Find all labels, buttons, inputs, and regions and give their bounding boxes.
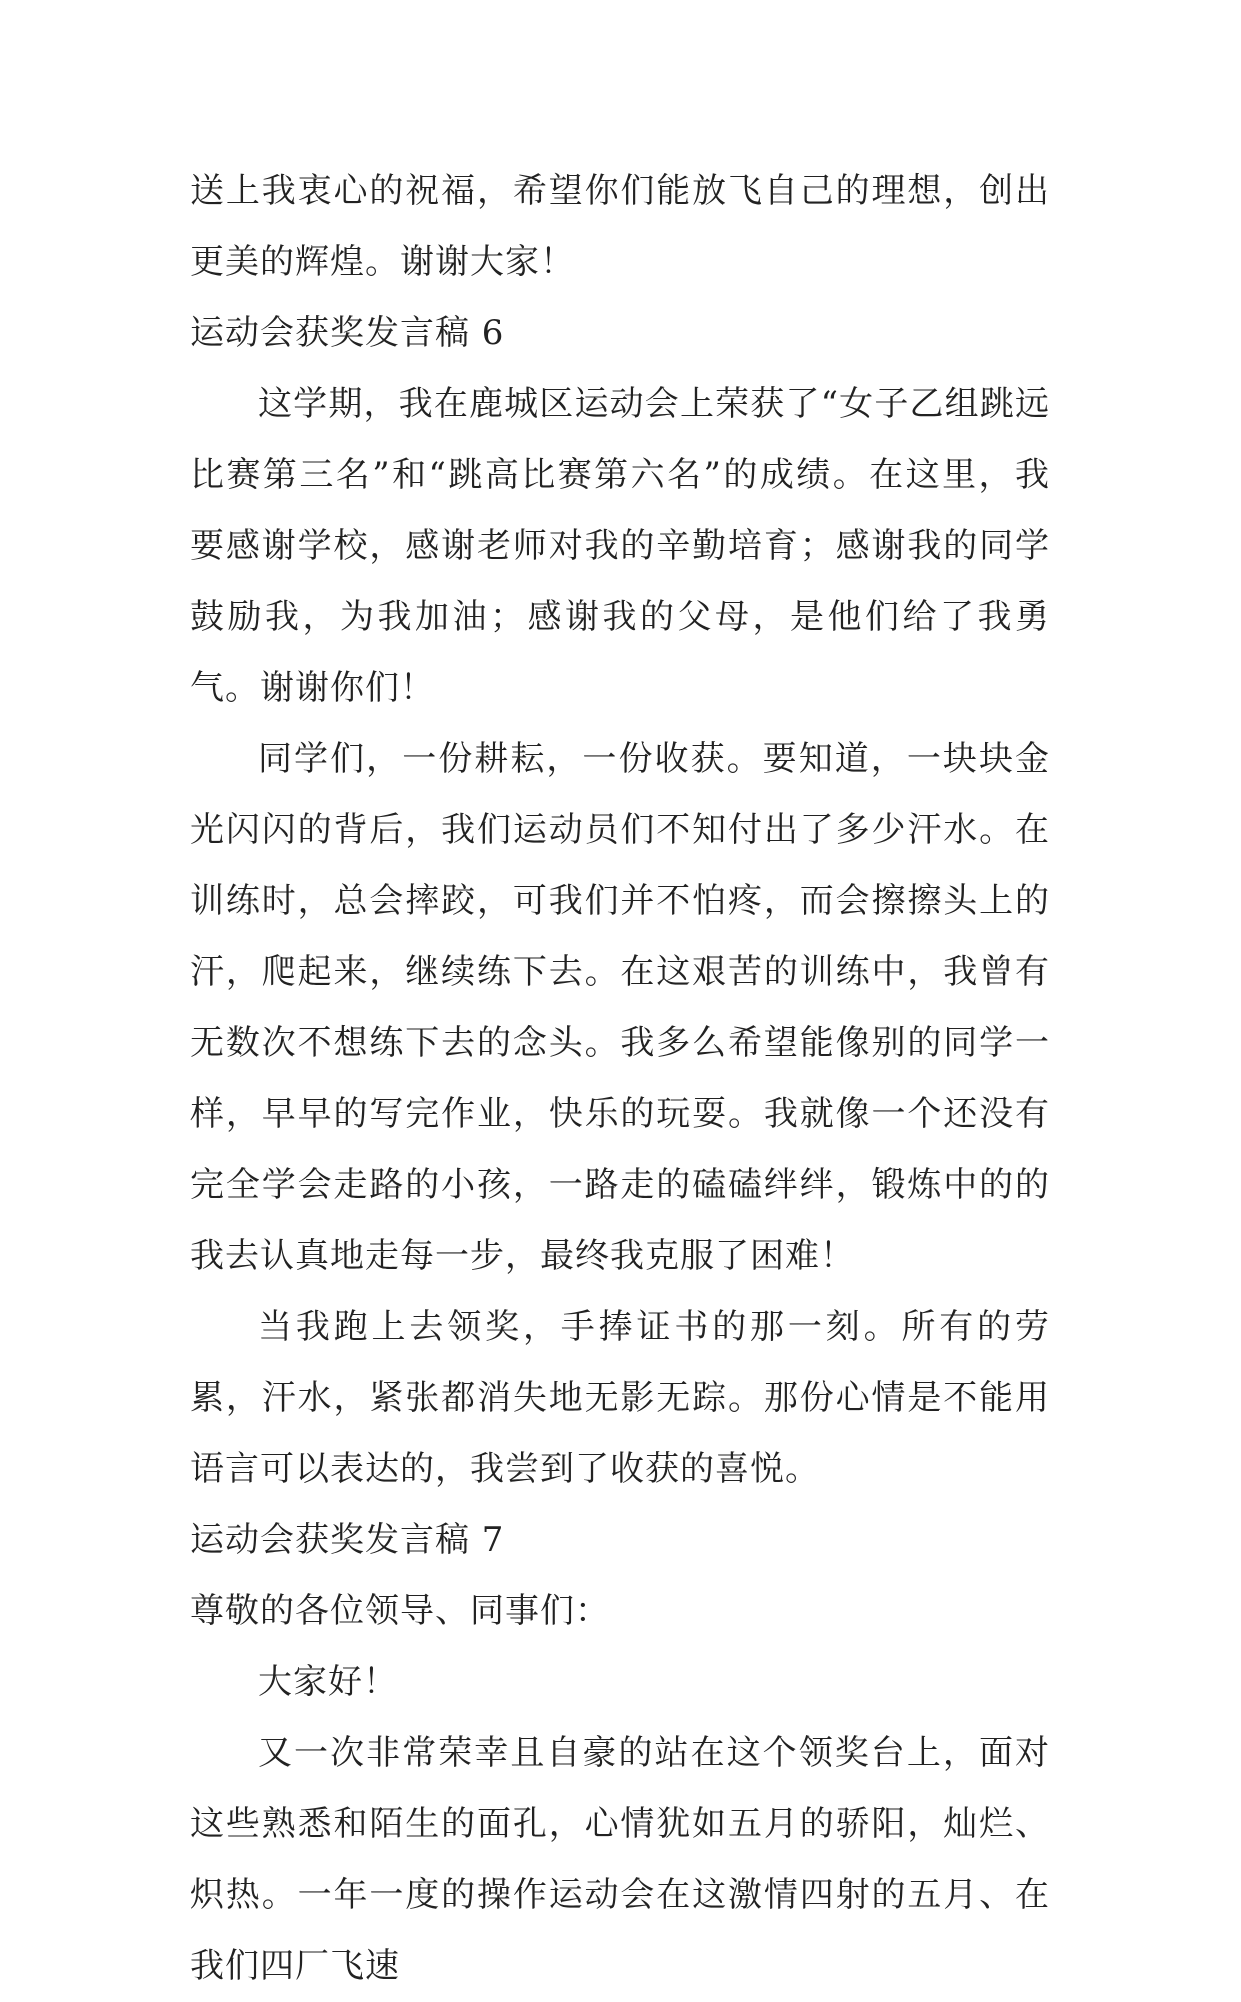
paragraph-greeting: 大家好！ xyxy=(258,1662,398,1702)
paragraph-receiving-award: 当我跑上去领奖，手捧证书的那一刻。所有的劳累，汗水，紧张都消失地无影无踪。那份心情是不能用语言可以表达的，我尝到了收获的喜悦。 xyxy=(190,1307,1050,1489)
section-heading-6: 运动会获奖发言稿 6 xyxy=(190,313,505,353)
paragraph-salutation: 尊敬的各位领导、同事们： xyxy=(190,1591,610,1631)
paragraph-awards-thanks: 这学期，我在鹿城区运动会上荣获了“女子乙组跳远比赛第三名”和“跳高比赛第六名”的成绩。在这里，我要感谢学校，感谢老师对我的辛勤培育；感谢我的同学鼓励我，为我加油；感谢我的父母，是他们给了我勇气。谢谢你们！ xyxy=(190,384,1050,708)
paragraph-podium-speech: 又一次非常荣幸且自豪的站在这个领奖台上，面对这些熟悉和陌生的面孔，心情犹如五月的骄阳，灿烂、炽热。一年一度的操作运动会在这激情四射的五月、在我们四厂飞速 xyxy=(190,1733,1050,1986)
paragraph-training-effort: 同学们，一份耕耘，一份收获。要知道，一块块金光闪闪的背后，我们运动员们不知付出了多少汗水。在训练时，总会摔跤，可我们并不怕疼，而会擦擦头上的汗，爬起来，继续练下去。在这艰苦的训练中，我曾有无数次不想练下去的念头。我多么希望能像别的同学一样，早早的写完作业，快乐的玩耍。我就像一个还没有完全学会走路的小孩，一路走的磕磕绊绊，锻炼中的的我去认真地走每一步，最终我克服了困难！ xyxy=(190,739,1050,1276)
paragraph-closing-wishes: 送上我衷心的祝福，希望你们能放飞自己的理想，创出更美的辉煌。谢谢大家！ xyxy=(190,171,1050,282)
document-body xyxy=(190,156,1050,2002)
section-heading-7: 运动会获奖发言稿 7 xyxy=(190,1520,505,1560)
